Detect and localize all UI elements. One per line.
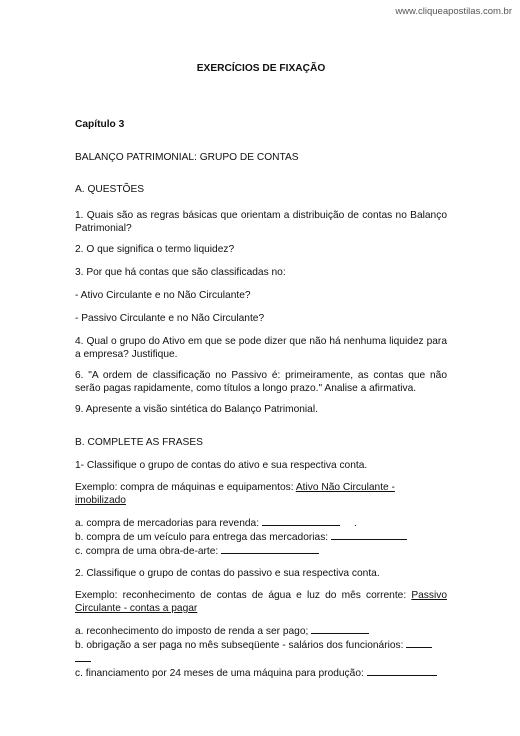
item-a2-text: a. reconhecimento do imposto de renda a ser pago; (75, 626, 309, 637)
answer-blank-c2[interactable] (367, 666, 437, 676)
section-a-heading: A. QUESTÕES (75, 184, 145, 195)
item-a1-text: a. compra de mercadorias para revenda: (75, 518, 260, 529)
question-3a: - Ativo Circulante e no Não Circulante? (75, 290, 251, 301)
list-item (75, 666, 447, 680)
item-b2-text: b. obrigação a ser paga no mês subseqüente - salários dos funcionários: (75, 640, 404, 651)
item-c1-text: c. compra de uma obra-de-arte: (75, 546, 219, 557)
instruction-1: 1- Classifique o grupo de contas do ativo e sua respectiva conta. (75, 460, 368, 471)
example-1-answer: Ativo Não Circulante - imobilizado (75, 482, 395, 506)
question-3: 3. Por que há contas que são classificadas no: (75, 267, 286, 278)
answer-blank-b1[interactable] (331, 530, 407, 540)
list-2 (75, 624, 447, 680)
example-2-answer: Passivo Circulante - contas a pagar (75, 590, 447, 614)
example-1-text: Exemplo: compra de máquinas e equipamentos: (75, 482, 296, 493)
list-item (75, 638, 447, 666)
item-b1-text: b. compra de um veículo para entrega das mercadorias: (75, 532, 329, 543)
blank-end-dot: . (342, 518, 357, 529)
answer-blank-a1[interactable] (262, 516, 340, 526)
list-1 (75, 516, 447, 558)
answer-blank-b2-1[interactable] (406, 638, 432, 648)
example-2-text: Exemplo: reconhecimento de contas de água e luz do mês corrente: (75, 590, 412, 601)
site-watermark: www.cliqueapostilas.com.br (395, 6, 512, 17)
section-b-heading: B. COMPLETE AS FRASES (75, 437, 203, 448)
section-b (75, 436, 447, 680)
example-2 (75, 589, 447, 615)
list-item (75, 516, 447, 530)
answer-blank-b2-2[interactable] (75, 652, 91, 662)
answer-blank-a2[interactable] (311, 624, 369, 634)
question-2: 2. O que significa o termo liquidez? (75, 244, 235, 255)
subject-heading: BALANÇO PATRIMONIAL: GRUPO DE CONTAS (75, 152, 299, 163)
chapter-heading: Capítulo 3 (75, 119, 125, 130)
question-9: 9. Apresente a visão sintética do Balanço Patrimonial. (75, 404, 318, 415)
section-a (75, 183, 447, 424)
list-item (75, 530, 447, 544)
list-item (75, 544, 447, 558)
question-4: 4. Qual o grupo do Ativo em que se pode dizer que não há nenhuma liquidez para a empresa? Justifique. (75, 336, 447, 360)
question-3b: - Passivo Circulante e no Não Circulante? (75, 313, 265, 324)
instruction-2: 2. Classifique o grupo de contas do passivo e sua respectiva conta. (75, 568, 380, 579)
list-item (75, 624, 447, 638)
question-1: 1. Quais são as regras básicas que orientam a distribuição de contas no Balanço Patrimonial? (75, 210, 447, 234)
item-c2-text: c. financiamento por 24 meses de uma máquina para produção: (75, 668, 364, 679)
page-title: EXERCÍCIOS DE FIXAÇÃO (196, 63, 326, 74)
question-6: 6. "A ordem de classificação no Passivo é: primeiramente, as contas que não serão pagas rapidamente, como títulos a longo prazo." Analise a afirmativa. (75, 370, 447, 394)
answer-blank-c1[interactable] (221, 544, 319, 554)
example-1 (75, 481, 447, 507)
